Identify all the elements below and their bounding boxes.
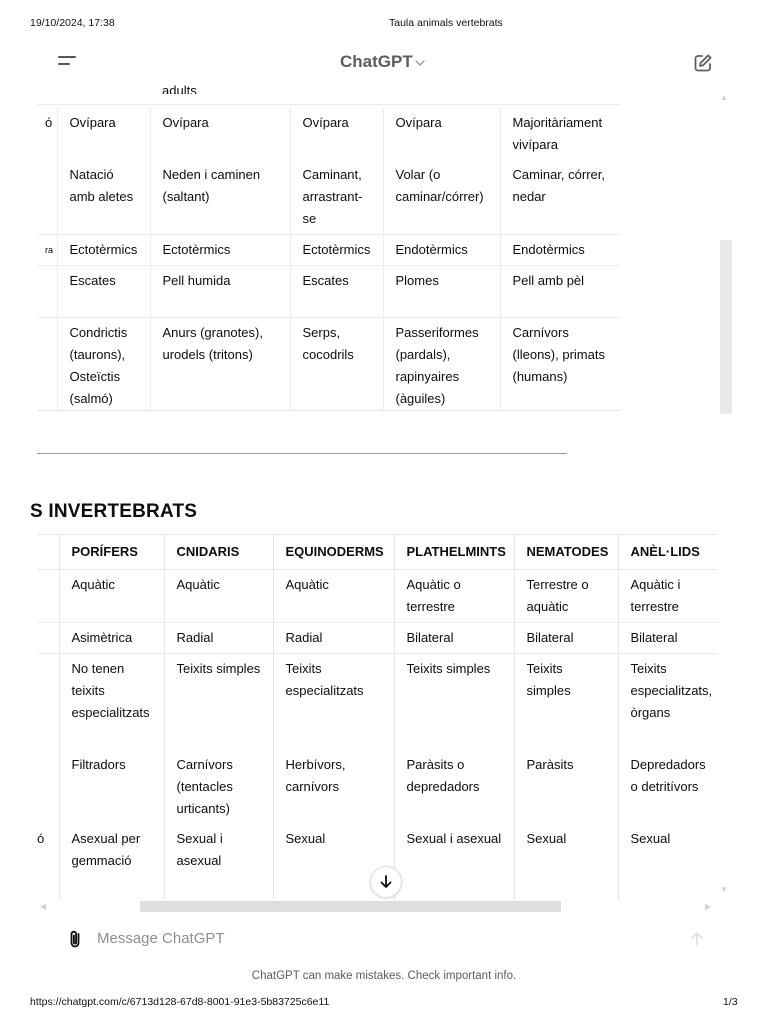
row-label <box>37 654 59 750</box>
table-cell: Ectotèrmics <box>57 235 150 266</box>
table-cell: Aquàtic i terrestre <box>618 570 718 623</box>
header-cell: NEMATODES <box>514 535 618 570</box>
scroll-left-arrow[interactable]: ◀ <box>40 902 47 911</box>
row-label <box>37 160 57 235</box>
table-cell: Plomes <box>383 266 500 318</box>
row-label: ra <box>37 235 57 266</box>
table-cell: Aquàtic <box>164 570 273 623</box>
scroll-right-arrow[interactable]: ▶ <box>705 902 712 911</box>
table-cell: Aquàtic <box>59 570 164 623</box>
print-datetime: 19/10/2024, 17:38 <box>30 17 115 29</box>
table-cell: Sexual i asexual <box>164 824 273 901</box>
table-cell: Sexual <box>618 824 718 901</box>
table-row <box>37 235 620 266</box>
new-chat-icon[interactable] <box>692 52 714 74</box>
scroll-down-arrow[interactable]: ▼ <box>720 885 728 894</box>
vertebrates-table <box>37 108 620 411</box>
table-cell: Caminar, córrer, nedar <box>500 160 620 235</box>
table-cell: Terrestre o aquàtic <box>514 570 618 623</box>
table-cell: Sexual i asexual <box>394 824 514 901</box>
menu-icon[interactable] <box>58 54 80 70</box>
table-cell: Ovípara <box>383 108 500 160</box>
table-cell: Anurs (granotes), urodels (tritons) <box>150 318 290 412</box>
table-cell: Asimètrica <box>59 623 164 654</box>
table-cell: Bilateral <box>618 623 718 654</box>
row-label: ó <box>37 824 59 901</box>
table-cell: Filtradors <box>59 750 164 824</box>
paperclip-icon[interactable] <box>64 928 86 950</box>
table-cell: Carnívors (tentacles urticants) <box>164 750 273 824</box>
table-cell: Teixits simples <box>164 654 273 750</box>
table-cell: Paràsits <box>514 750 618 824</box>
header-cell: PORÍFERS <box>59 535 164 570</box>
table-cell: Teixits especialitzats, òrgans <box>618 654 718 750</box>
table-cell: Aquàtic <box>273 570 394 623</box>
horizontal-scrollbar[interactable] <box>140 901 561 912</box>
invertebrates-table <box>37 534 718 900</box>
table-cell: Teixits simples <box>514 654 618 750</box>
table-cell: Serps, cocodrils <box>290 318 383 412</box>
table-cell: Bilateral <box>514 623 618 654</box>
print-page-number: 1/3 <box>723 996 738 1008</box>
arrow-up-icon[interactable] <box>688 930 706 948</box>
table-cell: Endotèrmics <box>383 235 500 266</box>
row-divider <box>37 104 620 105</box>
table-cell: Sexual <box>514 824 618 901</box>
table-row <box>37 160 620 235</box>
print-url: https://chatgpt.com/c/6713d128-67d8-8001-91e3-5b83725c6e11 <box>30 996 330 1008</box>
scroll-up-arrow[interactable]: ▲ <box>720 93 728 102</box>
table-cell: Ovípara <box>57 108 150 160</box>
header-cell: ANÈL·LIDS <box>618 535 718 570</box>
table-row <box>37 654 718 750</box>
table-cell: Passeriformes (pardals), rapinyaires (àguiles) <box>383 318 500 412</box>
header-cell <box>37 535 59 570</box>
table-row <box>37 750 718 824</box>
table-cell: Sexual <box>273 824 394 901</box>
table-cell: Natació amb aletes <box>57 160 150 235</box>
table-cell: Carnívors (lleons), primats (humans) <box>500 318 620 412</box>
table-cell: Escates <box>290 266 383 318</box>
table-cell: Radial <box>273 623 394 654</box>
chevron-down-icon[interactable] <box>413 56 427 70</box>
table-cell: Teixits especialitzats <box>273 654 394 750</box>
table-cell: Condrictis (taurons), Osteïctis (salmó) <box>57 318 150 412</box>
table-cell: Herbívors, carnívors <box>273 750 394 824</box>
header-cell: PLATHELMINTS <box>394 535 514 570</box>
table-cell: Ovípara <box>150 108 290 160</box>
table-row <box>37 108 620 160</box>
partial-cell-text: adults <box>162 83 197 94</box>
table-cell: Aquàtic o terrestre <box>394 570 514 623</box>
table-row <box>37 570 718 623</box>
table-cell: Ectotèrmics <box>150 235 290 266</box>
row-label <box>37 318 57 412</box>
table-cell: Escates <box>57 266 150 318</box>
table-cell: Majoritàriament vivípara <box>500 108 620 160</box>
header-cell: EQUINODERMS <box>273 535 394 570</box>
section-heading: S INVERTEBRATS <box>30 501 198 522</box>
table-cell: Depredadors o detritívors <box>618 750 718 824</box>
table-cell: Neden i caminen (saltant) <box>150 160 290 235</box>
print-doc-title: Taula animals vertebrats <box>389 17 503 29</box>
table-cell: Asexual per gemmació <box>59 824 164 901</box>
table-cell: Caminant, arrastrant-se <box>290 160 383 235</box>
arrow-down-icon <box>378 874 394 890</box>
section-divider <box>37 453 567 454</box>
table-cell: Pell humida <box>150 266 290 318</box>
row-label <box>37 623 59 654</box>
scroll-down-button[interactable] <box>370 866 402 898</box>
table-cell: Teixits simples <box>394 654 514 750</box>
table-header-row <box>37 535 718 570</box>
table-cell: Radial <box>164 623 273 654</box>
table-cell: Endotèrmics <box>500 235 620 266</box>
row-label <box>37 266 57 318</box>
table-row <box>37 623 718 654</box>
vertical-scrollbar[interactable] <box>720 240 732 414</box>
table-cell: Ovípara <box>290 108 383 160</box>
model-title[interactable]: ChatGPT <box>340 52 413 71</box>
table-cell: Bilateral <box>394 623 514 654</box>
row-label <box>37 750 59 824</box>
table-cell: Paràsits o depredadors <box>394 750 514 824</box>
header-cell: CNIDARIS <box>164 535 273 570</box>
disclaimer-text: ChatGPT can make mistakes. Check important info. <box>251 970 517 982</box>
table-cell: Volar (o caminar/córrer) <box>383 160 500 235</box>
row-label <box>37 570 59 623</box>
table-cell: Pell amb pèl <box>500 266 620 318</box>
row-label: ó <box>37 108 57 160</box>
table-cell: No tenen teixits especialitzats <box>59 654 164 750</box>
table-cell: Ectotèrmics <box>290 235 383 266</box>
table-row <box>37 266 620 318</box>
table-row <box>37 318 620 412</box>
message-input[interactable]: Message ChatGPT <box>97 930 225 947</box>
